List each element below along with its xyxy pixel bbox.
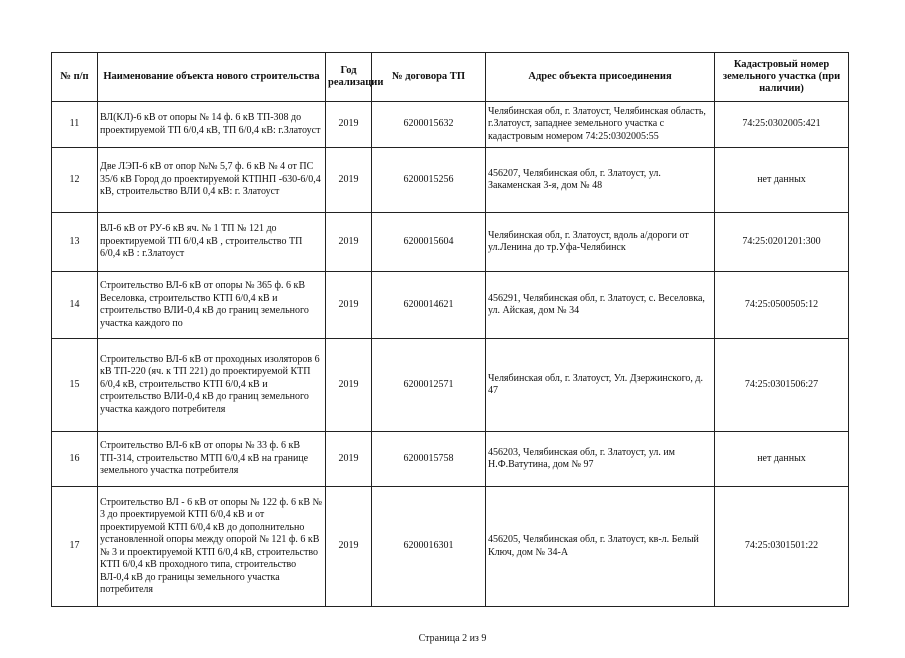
header-name: Наименование объекта нового строительства bbox=[98, 53, 326, 102]
header-num: № п/п bbox=[52, 53, 98, 102]
row-address: 456207, Челябинская обл, г. Златоуст, ул. Закаменская 3-я, дом № 48 bbox=[486, 148, 715, 213]
row-name: Строительство ВЛ-6 кВ от проходных изоляторов 6 кВ ТП-220 (яч. к ТП 221) до проектируемой КТП 6/0,4 кВ, строительство КТП 6/0,4 кВ и строительство ВЛИ-0,4 кВ до границ земельного участка каждого потребителя bbox=[98, 339, 326, 432]
row-num: 14 bbox=[52, 272, 98, 339]
row-year: 2019 bbox=[326, 148, 372, 213]
table-row bbox=[52, 487, 849, 607]
row-num: 11 bbox=[52, 102, 98, 148]
row-address: 456203, Челябинская обл, г. Златоуст, ул. им Н.Ф.Ватутина, дом № 97 bbox=[486, 432, 715, 487]
row-year: 2019 bbox=[326, 432, 372, 487]
row-cadastre: нет данных bbox=[715, 148, 849, 213]
page-number: Страница 2 из 9 bbox=[418, 633, 487, 644]
table-row bbox=[52, 272, 849, 339]
row-year: 2019 bbox=[326, 102, 372, 148]
row-year: 2019 bbox=[326, 272, 372, 339]
row-year: 2019 bbox=[326, 339, 372, 432]
row-name: Строительство ВЛ-6 кВ от опоры № 33 ф. 6 кВ ТП-314, строительство МТП 6/0,4 кВ на границе земельного участка потребителя bbox=[98, 432, 326, 487]
table-row bbox=[52, 148, 849, 213]
row-num: 12 bbox=[52, 148, 98, 213]
row-contract: 6200015604 bbox=[372, 213, 486, 272]
header-cadastre: Кадастровый номер земельного участка (при наличии) bbox=[715, 53, 849, 102]
row-contract: 6200016301 bbox=[372, 487, 486, 607]
row-cadastre: 74:25:0301506:27 bbox=[715, 339, 849, 432]
row-address: 456205, Челябинская обл, г. Златоуст, кв-л. Белый Ключ, дом № 34-А bbox=[486, 487, 715, 607]
row-contract: 6200015632 bbox=[372, 102, 486, 148]
row-cadastre: 74:25:0302005:421 bbox=[715, 102, 849, 148]
row-cadastre: 74:25:0201201:300 bbox=[715, 213, 849, 272]
table-row bbox=[52, 213, 849, 272]
table-row bbox=[52, 339, 849, 432]
header-address: Адрес объекта присоединения bbox=[486, 53, 715, 102]
row-name: Две ЛЭП-6 кВ от опор №№ 5,7 ф. 6 кВ № 4 от ПС 35/6 кВ Город до проектируемой КТПНП -630-6/0,4 кВ, строительство ВЛИ 0,4 кВ: г. Златоуст bbox=[98, 148, 326, 213]
row-name: ВЛ-6 кВ от РУ-6 кВ яч. № 1 ТП № 121 до проектируемой ТП 6/0,4 кВ , строительство ТП 6/0,4 кВ : г.Златоуст bbox=[98, 213, 326, 272]
row-num: 13 bbox=[52, 213, 98, 272]
row-year: 2019 bbox=[326, 213, 372, 272]
header-year: Год реализации bbox=[326, 53, 372, 102]
row-name: Строительство ВЛ-6 кВ от опоры № 365 ф. 6 кВ Веселовка, строительство КТП 6/0,4 кВ и строительство ВЛИ-0,4 кВ до границ земельного участка каждого по bbox=[98, 272, 326, 339]
row-cadastre: нет данных bbox=[715, 432, 849, 487]
row-cadastre: 74:25:0500505:12 bbox=[715, 272, 849, 339]
row-name: ВЛ(КЛ)-6 кВ от опоры № 14 ф. 6 кВ ТП-308 до проектируемой ТП 6/0,4 кВ, ТП 6/0,4 кВ: г.Златоуст bbox=[98, 102, 326, 148]
objects-table bbox=[51, 52, 849, 607]
row-address: Челябинская обл, г. Златоуст, Челябинская область, г.Златоуст, западнее земельного участка с кадастровым номером 74:25:0302005:55 bbox=[486, 102, 715, 148]
row-contract: 6200015758 bbox=[372, 432, 486, 487]
row-num: 15 bbox=[52, 339, 98, 432]
row-contract: 6200014621 bbox=[372, 272, 486, 339]
row-num: 17 bbox=[52, 487, 98, 607]
table-row bbox=[52, 102, 849, 148]
row-contract: 6200012571 bbox=[372, 339, 486, 432]
row-name: Строительство ВЛ - 6 кВ от опоры № 122 ф. 6 кВ № 3 до проектируемой КТП 6/0,4 кВ и от проектируемой КТП 6/0,4 кВ до дополнительно установленной опоры между опорой № 121 ф. 6 кВ № 3 и проектируемой КТП 6/0,4 кВ, строительство КТП 6/0,4 кВ проходного типа, строительство ВЛ-0,4 кВ до границы земельного участка потребителя bbox=[98, 487, 326, 607]
table-header-row bbox=[52, 53, 849, 102]
row-address: 456291, Челябинская обл, г. Златоуст, с. Веселовка, ул. Айская, дом № 34 bbox=[486, 272, 715, 339]
row-contract: 6200015256 bbox=[372, 148, 486, 213]
row-address: Челябинская обл, г. Златоуст, вдоль а/дороги от ул.Ленина до тр.Уфа-Челябинск bbox=[486, 213, 715, 272]
row-cadastre: 74:25:0301501:22 bbox=[715, 487, 849, 607]
row-year: 2019 bbox=[326, 487, 372, 607]
row-num: 16 bbox=[52, 432, 98, 487]
row-address: Челябинская обл, г. Златоуст, Ул. Дзержинского, д. 47 bbox=[486, 339, 715, 432]
table-row bbox=[52, 432, 849, 487]
header-contract: № договора ТП bbox=[372, 53, 486, 102]
